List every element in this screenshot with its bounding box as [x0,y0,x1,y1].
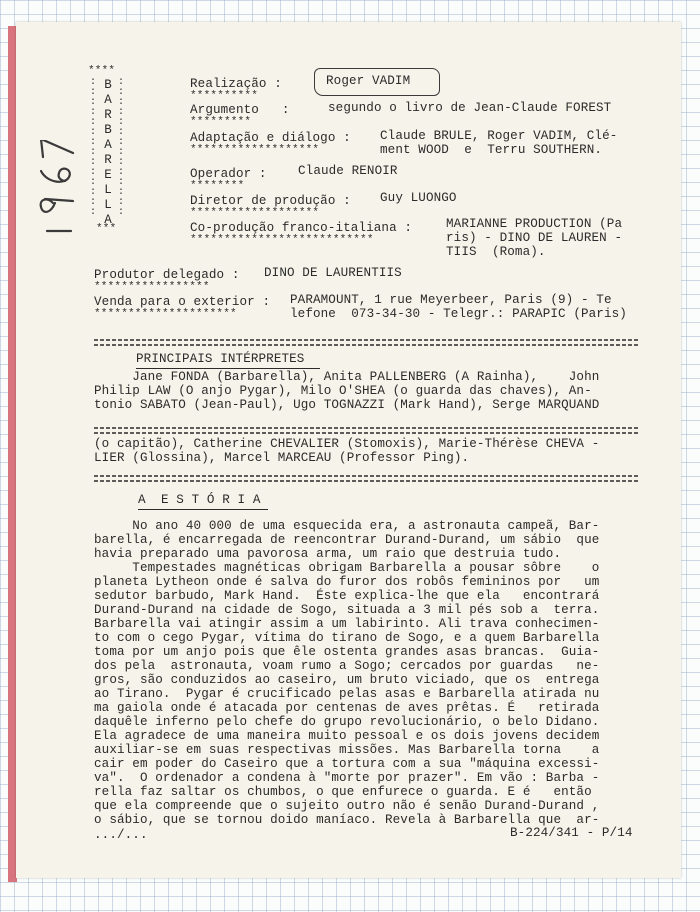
credit-label-realizacao: Realização : [190,77,282,91]
credit-stars: ********* [190,116,252,128]
title-letter: A [104,138,112,152]
interpretes-line: Jane FONDA (Barbarella), Anita PALLENBERG (A Rainha), John [94,370,600,384]
credit-label-argumento: Argumento : [190,103,290,117]
interpretes-line: Philip LAW (O anjo Pygar), Milo O'SHEA (o guarda das chaves), An- [94,384,592,398]
box-bottom-stars: *** [96,223,117,235]
title-letter: B [104,123,112,137]
interpretes-line: tonio SABATO (Jean-Paul), Ugo TOGNAZZI (Mark Hand), Serge MARQUAND [94,398,600,412]
title-vertical-box [90,66,124,234]
credit-label-operador: Operador : [190,167,267,181]
credit-value-operador: Claude RENOIR [298,164,398,178]
estoria-line: Ela agradece de uma maneira muito pessoal e os dois jovens decidem [94,729,600,743]
interpretes-heading: PRINCIPAIS INTÉRPRETES [136,352,305,366]
estoria-line: No ano 40 000 de uma esquecida era, a astronauta campeã, Bar- [94,519,600,533]
estoria-line: auxiliar-se em suas respectivas missões. Mas Barbarella torna a [94,743,600,757]
estoria-heading: A E S T Ó R I A [138,493,261,507]
estoria-line: ma gaiola onde é atacada por centenas de aves prêtas. É retirada [94,701,600,715]
credit-stars: ******************* [190,207,320,219]
title-letter: L [104,198,112,212]
estoria-line: Durand-Durand na cidade de Sogo, situada a 3 mil pés sob a terra. [94,603,600,617]
credit-label-adaptacao: Adaptação e diálogo : [190,131,351,145]
produtor-stars: ***************** [94,281,210,293]
interpretes-line: (o capitão), Catherine CHEVALIER (Stomoxis), Marie-Thérèse CHEVA - [94,437,600,451]
estoria-line: planeta Lytheon onde é salva do furor dos robôs femininos por um [94,575,600,589]
title-letter: A [104,93,112,107]
estoria-line: que ela compreende que o sujeito outro não é senão Durand-Durand , [94,799,600,813]
interpretes-line: LIER (Glossina), Marcel MARCEAU (Professor Ping). [94,451,470,465]
title-letter: R [104,153,112,167]
credit-stars: *************************** [190,234,374,246]
credit-value-diretor: Guy LUONGO [380,191,457,205]
footer-reference: B-224/341 - P/14 [510,826,633,840]
estoria-line: daquêle inferno pelo chefe do grupo revolucionário, o belo Didano. [94,715,600,729]
star-rule [94,335,640,345]
box-top-stars: **** [88,65,116,77]
star-rule [94,423,640,433]
credit-stars: ******** [190,180,245,192]
produtor-value: DINO DE LAURENTIIS [264,266,402,280]
credit-value-realizacao: Roger VADIM [326,74,411,88]
credit-value-coproducao-3: TIIS (Roma). [446,245,546,259]
heading-underline [138,509,268,510]
venda-label: Venda para o exterior : [94,295,271,309]
box-left-dots: : : : : : : : : : : : : : : [90,77,97,218]
estoria-line: barella, é encarregada de reencontrar Durand-Durand, um sábio que [94,533,600,547]
estoria-line: cair em poder do Caseiro que a tortura com a sua "máquina excessi- [94,757,600,771]
estoria-line: Tempestades magnéticas obrigam Barbarella a pousar sôbre o [94,561,600,575]
title-letter: L [104,183,112,197]
credit-value-adaptacao-2: ment WOOD e Terru SOUTHERN. [380,143,603,157]
estoria-line: sedutor barbudo, Mark Hand. Éste explica-lhe que ela encontrará [94,589,600,603]
venda-stars: ********************* [94,308,237,320]
title-letter: B [104,78,112,92]
venda-value-1: PARAMOUNT, 1 rue Meyerbeer, Paris (9) - Te [290,293,612,307]
credit-stars: ******************* [190,144,320,156]
credit-value-coproducao-2: ris) - DINO DE LAUREN - [446,231,623,245]
estoria-line: va". O ordenador a condena à "morte por prazer". Em vão : Barba - [94,771,600,785]
credit-value-adaptacao-1: Claude BRULE, Roger VADIM, Clé- [380,129,618,143]
estoria-line: to com o cego Pygar, vítima do tirano de Sogo, e a quem Barbarella [94,631,600,645]
credit-label-coproducao: Co-produção franco-italiana : [190,221,413,235]
estoria-line: dos pela astronauta, voam rumo a Sogo; cercados por guardas ne- [94,659,600,673]
estoria-line: gros, são conduzidos ao caseiro, um bruto viciado, que os entrega [94,673,600,687]
estoria-line: Barbarella vai atingir assim a um labirinto. Ali trava conhecimen- [94,617,600,631]
venda-value-2: lefone 073-34-30 - Telegr.: PARAPIC (Paris) [290,307,627,321]
estoria-line: toma por um anjo pois que êle ostenta grandes asas brancas. Guia- [94,645,600,659]
title-letter: R [104,108,112,122]
produtor-label: Produtor delegado : [94,268,240,282]
estoria-line: o sábio, que se tornou doido maníaco. Revela à Barbarella que ar- [94,813,600,827]
estoria-line: ao Tirano. Pygar é crucificado pelas asas e Barbarella atirada nu [94,687,600,701]
title-letter: A [104,213,112,227]
estoria-line: rella faz saltar os chumbos, o que enfurece o guarda. E é então [94,785,592,799]
star-rule [94,471,640,481]
estoria-line: havia preparado uma pavorosa arma, um raio que destruia tudo. [94,547,562,561]
credit-label-diretor: Diretor de produção : [190,194,351,208]
box-right-dots: : : : : : : : : : : : : : : [118,77,125,218]
credit-value-argumento: segundo o livro de Jean-Claude FOREST [328,101,612,115]
footer-continued: .../... [94,828,148,842]
credit-value-coproducao-1: MARIANNE PRODUCTION (Pa [446,217,623,231]
title-letter: E [104,168,112,182]
handwritten-year [30,140,86,250]
credit-stars: ********** [190,90,259,102]
